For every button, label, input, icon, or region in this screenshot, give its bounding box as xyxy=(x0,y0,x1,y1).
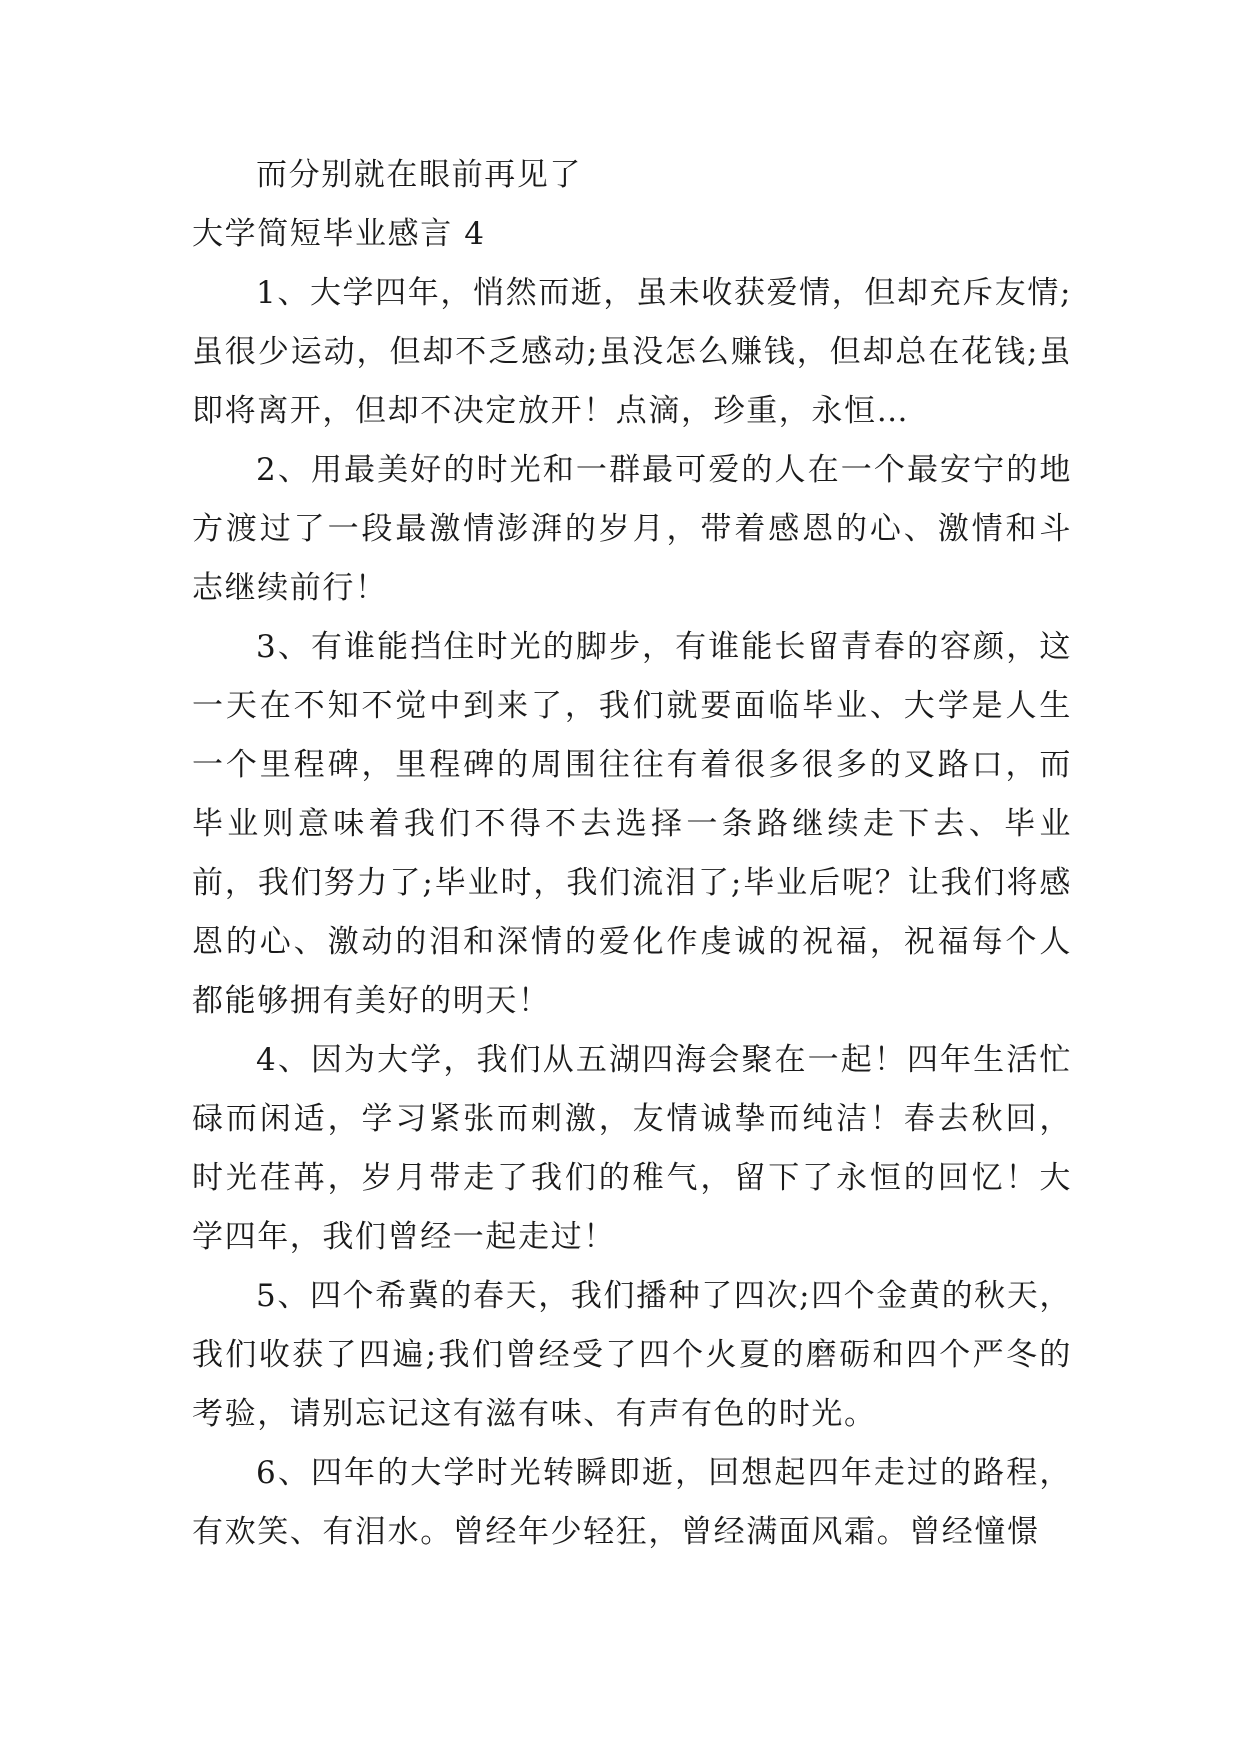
paragraph-1: 1、大学四年，悄然而逝，虽未收获爱情，但却充斥友情;虽很少运动，但却不乏感动;虽没怎么赚钱，但却总在花钱;虽即将离开，但却不决定放开！点滴，珍重，永恒… xyxy=(192,275,1072,429)
paragraph-5: 5、四个希冀的春天，我们播种了四次;四个金黄的秋天，我们收获了四遍;我们曾经受了四个火夏的磨砺和四个严冬的考验，请别忘记这有滋有味、有声有色的时光。 xyxy=(192,1278,1072,1432)
paragraph-2: 2、用最美好的时光和一群最可爱的人在一个最安宁的地方渡过了一段最激情澎湃的岁月，带着感恩的心、激情和斗志继续前行！ xyxy=(192,452,1072,606)
document-body xyxy=(192,146,1072,1562)
paragraph-6: 6、四年的大学时光转瞬即逝，回想起四年走过的路程，有欢笑、有泪水。曾经年少轻狂，曾经满面风霜。曾经憧憬 xyxy=(192,1455,1072,1550)
paragraph-4: 4、因为大学，我们从五湖四海会聚在一起！四年生活忙碌而闲适，学习紧张而刺激，友情诚挚而纯洁！春去秋回，时光荏苒，岁月带走了我们的稚气，留下了永恒的回忆！大学四年，我们曾经一起走过！ xyxy=(192,1042,1072,1255)
paragraph-3: 3、有谁能挡住时光的脚步，有谁能长留青春的容颜，这一天在不知不觉中到来了，我们就要面临毕业、大学是人生一个里程碑，里程碑的周围往往有着很多很多的叉路口，而毕业则意味着我们不得不去选择一条路继续走下去、毕业前，我们努力了;毕业时，我们流泪了;毕业后呢？让我们将感恩的心、激动的泪和深情的爱化作虔诚的祝福，祝福每个人都能够拥有美好的明天！ xyxy=(192,629,1072,1019)
continuation-line: 而分别就在眼前再见了 xyxy=(256,157,582,193)
section-heading: 大学简短毕业感言 4 xyxy=(192,216,486,252)
